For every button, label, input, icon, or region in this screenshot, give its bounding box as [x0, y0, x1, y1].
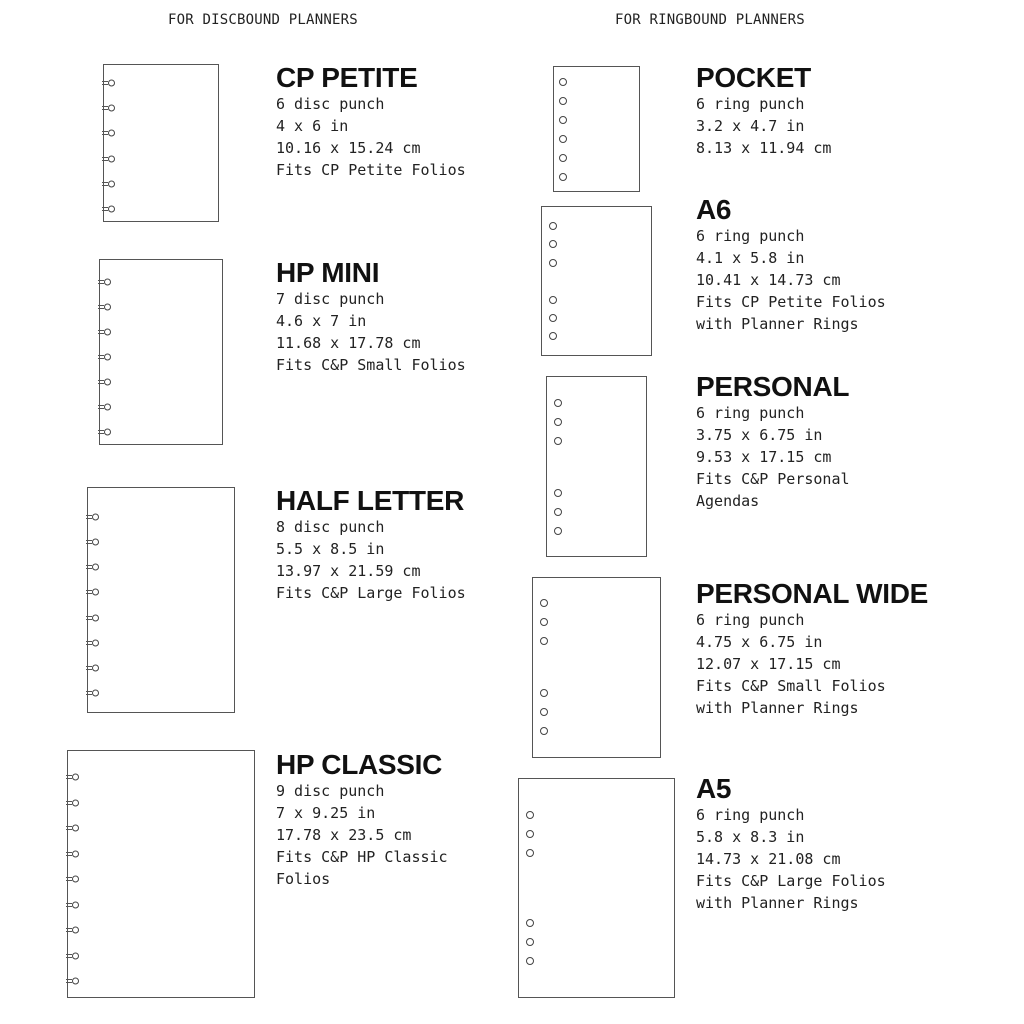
size-inches: 5.8 x 8.3 in	[696, 828, 805, 846]
discbound-header: FOR DISCBOUND PLANNERS	[168, 12, 358, 28]
punch-count: 6 ring punch	[696, 404, 805, 422]
fits-note: Fits CP Petite Folios	[696, 293, 886, 311]
fits-note: Fits C&P Large Folios	[276, 584, 466, 602]
disc-hole-icon	[86, 558, 100, 566]
ring-hole-icon	[549, 222, 557, 230]
ring-hole-icon	[540, 727, 548, 735]
punch-count: 6 ring punch	[696, 611, 805, 629]
disc-hole-icon	[86, 533, 100, 541]
ring-hole-icon	[559, 78, 567, 86]
fits-note: Fits C&P Small Folios	[276, 356, 466, 374]
punch-count: 7 disc punch	[276, 290, 385, 308]
size-cm: 8.13 x 11.94 cm	[696, 139, 832, 157]
punch-count: 6 ring punch	[696, 95, 805, 113]
disc-hole-icon	[98, 398, 112, 406]
size-inches: 3.2 x 4.7 in	[696, 117, 805, 135]
size-inches: 5.5 x 8.5 in	[276, 540, 385, 558]
ring-hole-icon	[540, 599, 548, 607]
a6-sheet-diagram	[541, 206, 652, 356]
ring-hole-icon	[526, 938, 534, 946]
size-title: PERSONAL	[696, 371, 850, 402]
ring-hole-icon	[549, 296, 557, 304]
disc-hole-icon	[102, 124, 116, 132]
ring-hole-icon	[526, 849, 534, 857]
punch-count: 6 ring punch	[696, 227, 805, 245]
disc-hole-icon	[66, 972, 80, 980]
size-inches: 3.75 x 6.75 in	[696, 426, 823, 444]
punch-count: 8 disc punch	[276, 518, 385, 536]
personal-sheet-diagram	[546, 376, 647, 557]
disc-hole-icon	[86, 634, 100, 642]
fits-note-cont: with Planner Rings	[696, 894, 859, 912]
a5-sheet-diagram	[518, 778, 675, 998]
ring-hole-icon	[559, 97, 567, 105]
disc-hole-icon	[66, 794, 80, 802]
disc-hole-icon	[102, 99, 116, 107]
disc-hole-icon	[98, 323, 112, 331]
disc-hole-icon	[86, 583, 100, 591]
hp-mini-sheet-diagram	[99, 259, 223, 445]
disc-hole-icon	[66, 819, 80, 827]
size-cm: 10.41 x 14.73 cm	[696, 271, 841, 289]
ring-hole-icon	[540, 637, 548, 645]
ring-hole-icon	[554, 527, 562, 535]
ring-hole-icon	[559, 173, 567, 181]
a6-info	[696, 195, 886, 335]
punch-count: 9 disc punch	[276, 782, 385, 800]
ring-hole-icon	[540, 708, 548, 716]
ring-hole-icon	[549, 314, 557, 322]
size-inches: 7 x 9.25 in	[276, 804, 376, 822]
size-title: POCKET	[696, 62, 811, 93]
a5-info	[696, 774, 886, 914]
size-cm: 10.16 x 15.24 cm	[276, 139, 421, 157]
fits-note: Fits C&P Small Folios	[696, 677, 886, 695]
pocket-sheet-diagram	[553, 66, 640, 192]
ring-hole-icon	[526, 811, 534, 819]
fits-note: Fits C&P Large Folios	[696, 872, 886, 890]
fits-note: Fits C&P HP Classic	[276, 848, 448, 866]
size-title: HP CLASSIC	[276, 749, 443, 780]
size-inches: 4.1 x 5.8 in	[696, 249, 805, 267]
disc-hole-icon	[102, 200, 116, 208]
ring-hole-icon	[559, 116, 567, 124]
disc-hole-icon	[66, 768, 80, 776]
disc-hole-icon	[102, 150, 116, 158]
disc-hole-icon	[102, 175, 116, 183]
size-title: A5	[696, 773, 732, 804]
size-cm: 11.68 x 17.78 cm	[276, 334, 421, 352]
disc-hole-icon	[98, 348, 112, 356]
size-inches: 4 x 6 in	[276, 117, 349, 135]
personal-info	[696, 372, 850, 512]
hp-classic-sheet-diagram	[67, 750, 255, 998]
disc-hole-icon	[102, 74, 116, 82]
disc-hole-icon	[66, 896, 80, 904]
hp-mini-info	[276, 258, 466, 376]
ring-hole-icon	[554, 489, 562, 497]
disc-hole-icon	[98, 373, 112, 381]
size-title: PERSONAL WIDE	[696, 578, 929, 609]
personal-wide-sheet-diagram	[532, 577, 661, 758]
personal-wide-info	[696, 579, 928, 719]
fits-note: Fits C&P Personal	[696, 470, 850, 488]
fits-note-cont: with Planner Rings	[696, 315, 859, 333]
fits-note-cont: Agendas	[696, 492, 760, 510]
ring-hole-icon	[554, 399, 562, 407]
disc-hole-icon	[98, 298, 112, 306]
disc-hole-icon	[86, 659, 100, 667]
half-letter-sheet-diagram	[87, 487, 235, 713]
disc-hole-icon	[86, 684, 100, 692]
ring-hole-icon	[549, 332, 557, 340]
size-title: HP MINI	[276, 257, 380, 288]
disc-hole-icon	[66, 921, 80, 929]
size-cm: 13.97 x 21.59 cm	[276, 562, 421, 580]
fits-note: Fits CP Petite Folios	[276, 161, 466, 179]
cp-petite-info	[276, 63, 466, 181]
disc-hole-icon	[66, 845, 80, 853]
disc-hole-icon	[98, 423, 112, 431]
fits-note-cont: Folios	[276, 870, 331, 888]
disc-hole-icon	[86, 508, 100, 516]
size-inches: 4.6 x 7 in	[276, 312, 367, 330]
size-inches: 4.75 x 6.75 in	[696, 633, 823, 651]
hp-classic-info	[276, 750, 448, 890]
punch-count: 6 disc punch	[276, 95, 385, 113]
pocket-info	[696, 63, 831, 159]
ring-hole-icon	[554, 508, 562, 516]
size-cm: 9.53 x 17.15 cm	[696, 448, 832, 466]
disc-hole-icon	[86, 609, 100, 617]
ring-hole-icon	[559, 154, 567, 162]
disc-hole-icon	[66, 947, 80, 955]
ring-hole-icon	[526, 957, 534, 965]
size-title: CP PETITE	[276, 62, 418, 93]
ringbound-header: FOR RINGBOUND PLANNERS	[615, 12, 805, 28]
size-cm: 12.07 x 17.15 cm	[696, 655, 841, 673]
ring-hole-icon	[549, 240, 557, 248]
size-cm: 17.78 x 23.5 cm	[276, 826, 412, 844]
size-title: HALF LETTER	[276, 485, 465, 516]
disc-hole-icon	[98, 273, 112, 281]
ring-hole-icon	[549, 259, 557, 267]
half-letter-info	[276, 486, 466, 604]
ring-hole-icon	[554, 418, 562, 426]
punch-count: 6 ring punch	[696, 806, 805, 824]
disc-hole-icon	[66, 870, 80, 878]
ring-hole-icon	[540, 618, 548, 626]
ring-hole-icon	[526, 919, 534, 927]
fits-note-cont: with Planner Rings	[696, 699, 859, 717]
size-title: A6	[696, 194, 732, 225]
cp-petite-sheet-diagram	[103, 64, 219, 222]
ring-hole-icon	[554, 437, 562, 445]
size-cm: 14.73 x 21.08 cm	[696, 850, 841, 868]
ring-hole-icon	[540, 689, 548, 697]
ring-hole-icon	[526, 830, 534, 838]
ring-hole-icon	[559, 135, 567, 143]
